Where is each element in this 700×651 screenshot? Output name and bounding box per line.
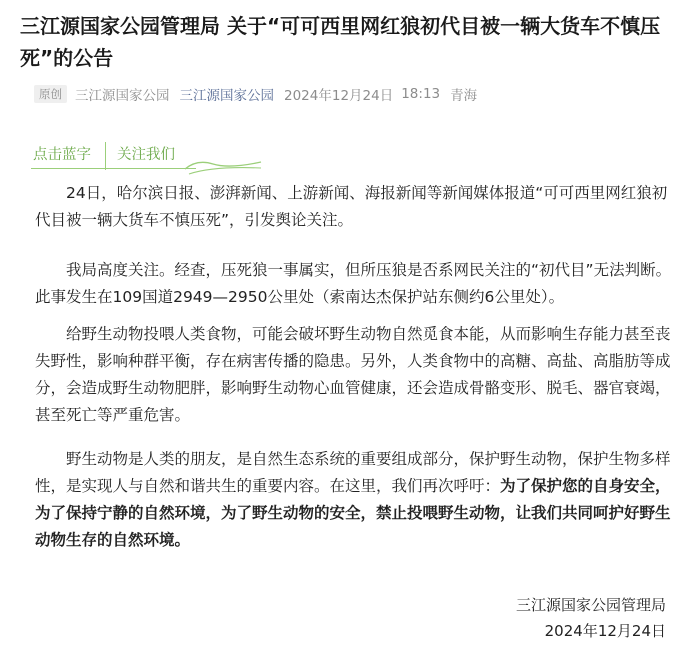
follow-divider bbox=[105, 142, 106, 170]
article-meta bbox=[34, 84, 477, 104]
signature-date: 2024年12月24日 bbox=[544, 622, 666, 640]
appeal-text: 野生动物是人类的朋友，是自然生态系统的重要组成部分，保护野生动物，保护生物多样性，是实现人与自然和谐共生的重要内容。在这里，我们再次呼吁： bbox=[35, 450, 671, 495]
paragraph-news-report: 24日，哈尔滨日报、澎湃新闻、上游新闻、海报新闻等新闻媒体报道“可可西里网红狼初代目被一辆大货车不慎压死”，引发舆论关注。 bbox=[35, 184, 668, 229]
paragraph-feeding-harm: 给野生动物投喂人类食物，可能会破坏野生动物自然觅食本能，从而影响生存能力甚至丧失野性，影响种群平衡，存在病害传播的隐患。另外，人类食物中的高糖、高盐、高脂肪等成分，会造成野生动物肥胖，影响野生动物心血管健康，还会造成骨骼变形、脱毛、器官衰竭，甚至死亡等严重危害。 bbox=[35, 325, 671, 424]
paragraph-appeal bbox=[35, 446, 675, 554]
original-badge: 原创 bbox=[34, 85, 67, 103]
article-title: 三江源国家公园管理局 关于“可可西里网红狼初代目被一辆大货车不慎压死”的公告 bbox=[20, 14, 661, 70]
paragraph-investigation: 我局高度关注。经查，压死狼一事属实，但所压狼是否系网民关注的“初代目”无法判断。此事发生在109国道2949—2950公里处（索南达杰保护站东侧约6公里处）。 bbox=[35, 261, 672, 306]
publish-location: 青海 bbox=[450, 88, 478, 104]
publish-date: 2024年12月24日 bbox=[284, 88, 394, 104]
follow-us-link[interactable]: 关注我们 bbox=[117, 147, 175, 163]
swoosh-decoration-icon bbox=[183, 154, 263, 176]
click-blue-text-link[interactable]: 点击蓝字 bbox=[33, 147, 91, 163]
appeal-bold-text: 为了保护您的自身安全，为了保持宁静的自然环境，为了野生动物的安全，禁止投喂野生动物，让我们共同呵护好野生动物生存的自然环境。 bbox=[35, 477, 671, 549]
account-link[interactable]: 三江源国家公园 bbox=[179, 88, 274, 104]
publish-time: 18:13 bbox=[401, 86, 441, 102]
follow-underline bbox=[31, 168, 196, 169]
follow-banner bbox=[33, 142, 233, 174]
signature-block bbox=[516, 592, 666, 644]
author-name: 三江源国家公园 bbox=[75, 88, 170, 104]
signature-org: 三江源国家公园管理局 bbox=[515, 596, 666, 614]
